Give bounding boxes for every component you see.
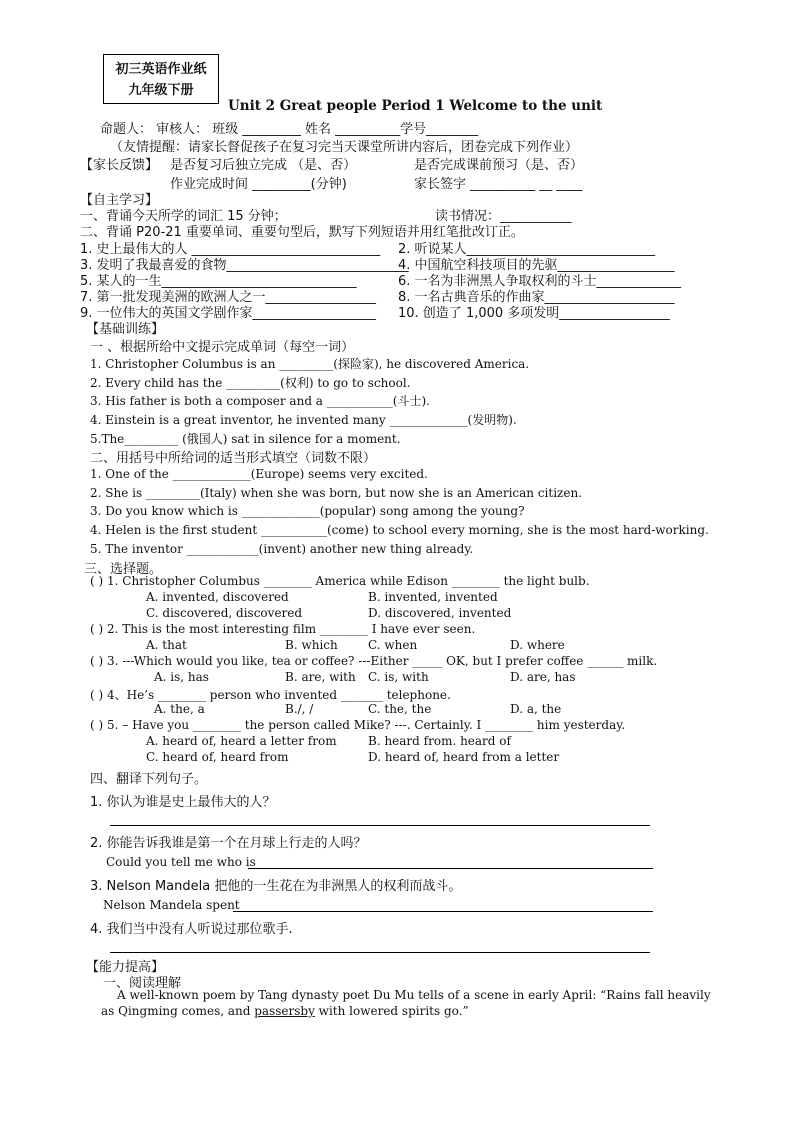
mc-option: A. is, has [154,670,209,684]
reading-text: with lowered spirits go.” [314,1004,469,1018]
mc-stem: ( ) 2. This is the most interesting film ________ I have ever seen. [90,622,476,636]
translate-question: 1. 你认为谁是史上最伟大的人？ [90,795,276,810]
mc-stem: ( ) 5. – Have you ________ the person called Mike? ---. Certainly. I ________ him yesterday. [90,718,626,732]
mc-option: C. when [368,638,418,652]
self-study-task-1: 一、背诵今天所学的词汇 15 分钟； [80,209,287,224]
phrase-item: 8. 一名古典音乐的作曲家____________________ [398,290,675,305]
translate-question: 3. Nelson Mandela 把他的一生花在为非洲黑人的权利而战斗。 [90,879,462,894]
mc-option: D. are, has [510,670,576,684]
exercise-item: 3. Do you know which is _____________(popular) song among the young? [90,504,525,518]
mc-option: B. heard from. heard of [368,734,511,748]
section-4-title: 四、翻译下列句子。 [90,772,208,787]
mc-option: C. heard of, heard from [146,750,289,764]
parent-question-2: 是否完成课前预习（是、否） [414,158,584,173]
mc-stem: ( ) 3. ---Which would you like, tea or coffee? ---Either _____ OK, but I prefer coffee ______ milk. [90,654,658,668]
mc-option: B. are, with [285,670,356,684]
mc-stem: ( ) 4、He’s ________ person who invented _______ telephone. [90,688,451,702]
exercise-item: 5. The inventor ____________(invent) another new thing already. [90,542,474,556]
basic-heading: 【基础训练】 [86,322,165,337]
self-study-heading: 【自主学习】 [80,193,159,208]
course-label-box [103,54,219,104]
parent-question-1: 是否复习后独立完成 （是、否） [170,158,357,173]
reading-paragraph-line [101,1004,469,1018]
answer-line [233,911,653,912]
answer-line [248,868,653,869]
section-2-title: 二、用括号中所给词的适当形式填空（词数不限） [90,451,377,466]
exercise-item: 3. His father is both a composer and a ___________(斗士). [90,394,430,408]
phrase-item: 5. 某人的一生______________________________ [80,274,357,289]
exercise-item: 4. Einstein is a great inventor, he invented many _____________(发明物). [90,413,517,427]
exercise-item: 1. Christopher Columbus is an _________(探险家), he discovered America. [90,357,530,371]
translate-prompt: Could you tell me who is [106,855,256,869]
mc-option: B. invented, invented [368,590,498,604]
exercise-item: 2. She is _________(Italy) when she was born, but now she is an American citizen. [90,486,583,500]
translate-question: 2. 你能告诉我谁是第一个在月球上行走的人吗？ [90,836,367,851]
mc-option: D. heard of, heard from a letter [368,750,560,764]
translate-prompt: Nelson Mandela spent [103,898,240,912]
mc-option: D. a, the [510,702,562,716]
author-line: 命题人： 审核人： 班级 _________ 姓名 __________学号________ [100,122,479,137]
mc-option: C. discovered, discovered [146,606,303,620]
exercise-item: 5.The_________ (俄国人) sat in silence for a moment. [90,432,401,446]
parent-feedback-label: 【家长反馈】 [80,158,159,173]
translate-question: 4. 我们当中没有人听说过那位歌手. [90,922,293,937]
mc-option: A. heard of, heard a letter from [146,734,337,748]
mc-option: D. discovered, invented [368,606,512,620]
exercise-item: 1. One of the _____________(Europe) seems very excited. [90,467,428,481]
parent-signature: 家长签字 __________ __ ____ [414,177,583,192]
course-label-line1: 初三英语作业纸 [115,62,207,77]
course-label-line2: 九年级下册 [128,83,194,98]
section-1-title: 一 、根据所给中文提示完成单词（每空一词） [90,340,355,355]
mc-option: A. that [146,638,187,652]
phrase-item: 6. 一名为非洲黑人争取权利的斗士_____________ [398,274,682,289]
phrase-item: 3. 发明了我最喜爱的食物____________________________ [80,258,409,273]
mc-stem: ( ) 1. Christopher Columbus ________ America while Edison ________ the light bulb. [90,574,590,588]
phrase-item: 10. 创造了 1,000 多项发明_________________ [398,306,670,321]
mc-option: B./, / [285,702,314,716]
completion-time: 作业完成时间 _________(分钟) [170,177,347,192]
reading-paragraph-line: A well-known poem by Tang dynasty poet Du Mu tells of a scene in early April: “Rains fall heavily [117,988,711,1002]
mc-option: A. the, a [154,702,205,716]
phrase-item: 2. 听说某人_____________________________ [398,242,656,257]
reading-subheading: 一、阅读理解 [103,976,182,991]
phrase-item: 4. 中国航空科技项目的先驱__________________ [398,258,675,273]
answer-line [110,952,650,953]
phrase-item: 1. 史上最伟大的人 _____________________________ [80,242,381,257]
parent-tip: （友情提醒：请家长督促孩子在复习完当天课堂所讲内容后，团卷完成下列作业） [110,140,579,155]
reading-text: as Qingming comes, and [101,1004,255,1018]
mc-option: C. is, with [368,670,429,684]
exercise-item: 4. Helen is the first student ___________(come) to school every morning, she is the most hard-working. [90,523,709,537]
phrase-item: 9. 一位伟大的英国文学剧作家___________________ [80,306,377,321]
mc-option: D. where [510,638,565,652]
mc-option: B. which [285,638,338,652]
section-3-title: 三、选择题。 [84,562,163,577]
reading-status: 读书情况：___________ [435,209,572,224]
page-title: Unit 2 Great people Period 1 Welcome to the unit [228,98,603,114]
mc-option: A. invented, discovered [146,590,289,604]
underlined-word: passersby [254,1004,315,1018]
exercise-item: 2. Every child has the _________(权利) to go to school. [90,376,411,390]
mc-option: C. the, the [368,702,432,716]
self-study-task-2: 二、背诵 P20-21 重要单词、重要句型后，默写下列短语并用红笔批改订正。 [80,225,524,240]
answer-line [110,825,650,826]
advanced-heading: 【能力提高】 [86,960,165,975]
phrase-item: 7. 第一批发现美洲的欧洲人之一_________________ [80,290,377,305]
